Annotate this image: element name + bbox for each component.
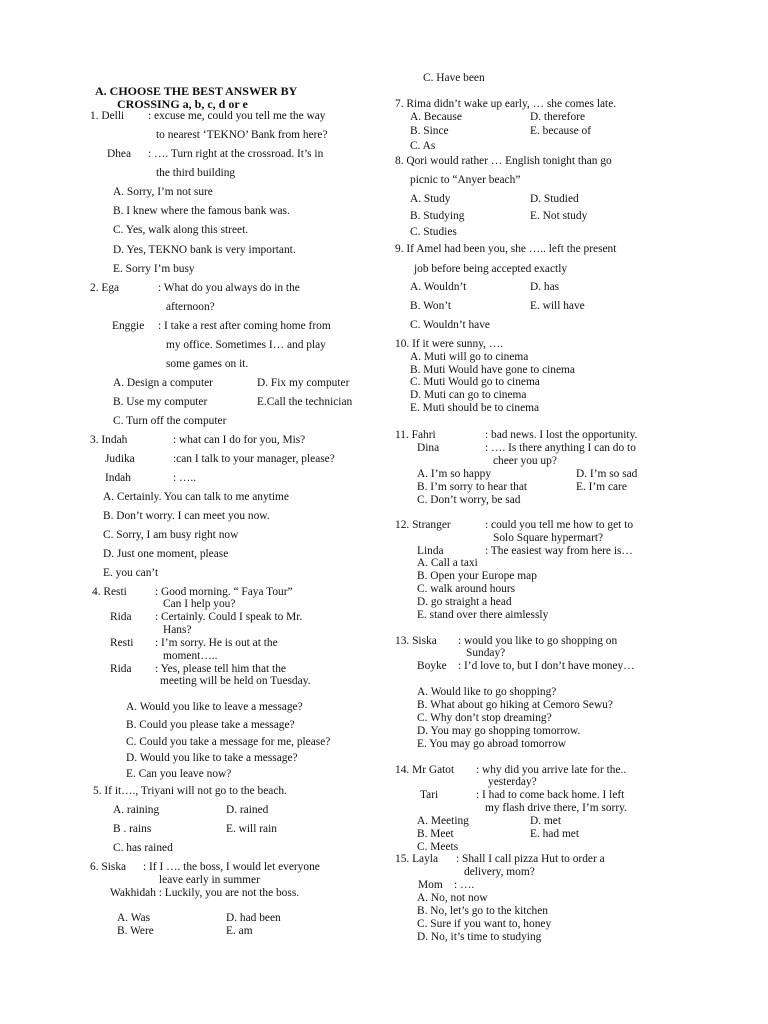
q8-option-b[interactable]: B. Studying bbox=[410, 210, 465, 222]
q14-line-cont: yesterday? bbox=[488, 776, 537, 788]
q13-option-d[interactable]: D. You may go shopping tomorrow. bbox=[417, 725, 581, 737]
q5-option-b[interactable]: B . rains bbox=[113, 823, 152, 835]
q13-option-c[interactable]: C. Why don’t stop dreaming? bbox=[417, 712, 552, 724]
q12-speaker-2: Linda bbox=[417, 545, 444, 557]
q6-option-d[interactable]: D. had been bbox=[226, 912, 281, 924]
q9-stem-cont: job before being accepted exactly bbox=[414, 263, 568, 275]
q8-option-e[interactable]: E. Not study bbox=[530, 210, 588, 222]
q13-line: : would you like to go shopping on bbox=[458, 635, 618, 647]
q13-speaker-2: Boyke bbox=[417, 660, 447, 672]
q5-option-c[interactable]: C. has rained bbox=[113, 842, 173, 854]
q2-option-e[interactable]: E.Call the technician bbox=[257, 396, 353, 408]
q2-option-a[interactable]: A. Design a computer bbox=[113, 377, 213, 389]
section-heading: A. CHOOSE THE BEST ANSWER BY bbox=[95, 84, 298, 98]
q5-option-e[interactable]: E. will rain bbox=[226, 823, 277, 835]
q15-speaker-2: Mom bbox=[418, 879, 443, 891]
q3-option-e[interactable]: E. you can’t bbox=[103, 567, 159, 579]
q13-line-cont: Sunday? bbox=[466, 647, 506, 659]
q9-option-c[interactable]: C. Wouldn’t have bbox=[410, 319, 490, 331]
q7-option-d[interactable]: D. therefore bbox=[530, 111, 586, 123]
q9-option-e[interactable]: E. will have bbox=[530, 300, 585, 312]
q11-option-a[interactable]: A. I’m so happy bbox=[417, 468, 492, 480]
q6-option-c[interactable]: C. Have been bbox=[423, 72, 485, 84]
q4-line-4-cont: meeting will be held on Tuesday. bbox=[160, 675, 311, 687]
q11-option-d[interactable]: D. I’m so sad bbox=[576, 468, 638, 480]
q11-speaker: 11. Fahri bbox=[395, 429, 436, 441]
q7-option-a[interactable]: A. Because bbox=[410, 111, 462, 123]
q9-option-a[interactable]: A. Wouldn’t bbox=[410, 281, 467, 293]
q11-line-2-cont: cheer you up? bbox=[493, 455, 557, 467]
q6-line-cont: leave early in summer bbox=[159, 874, 260, 886]
section-heading-cont: CROSSING a, b, c, d or e bbox=[117, 97, 248, 111]
q1-speaker: 1. Delli bbox=[90, 110, 125, 122]
q4-option-a[interactable]: A. Would you like to leave a message? bbox=[126, 701, 303, 713]
q15-speaker: 15. Layla bbox=[395, 853, 439, 865]
q3-speaker-2: Judika bbox=[105, 453, 135, 465]
q11-line-2: : …. Is there anything I can do to bbox=[485, 442, 636, 454]
q12-line: : could you tell me how to get to bbox=[485, 519, 634, 531]
q2-line-cont: afternoon? bbox=[166, 301, 215, 313]
q3-line-2: :can I talk to your manager, please? bbox=[173, 453, 335, 465]
q10-option-b[interactable]: B. Muti Would have gone to cinema bbox=[410, 364, 575, 376]
q3-option-b[interactable]: B. Don’t worry. I can meet you now. bbox=[103, 510, 270, 522]
q14-line-2: : I had to come back home. I left bbox=[476, 789, 625, 801]
q1-option-e[interactable]: E. Sorry I’m busy bbox=[113, 263, 195, 275]
q13-line-2: : I’d love to, but I don’t have money… bbox=[458, 660, 635, 672]
q5-option-a[interactable]: A. raining bbox=[113, 804, 160, 816]
q10-option-a[interactable]: A. Muti will go to cinema bbox=[410, 351, 529, 363]
q6-line-2: Wakhidah : Luckily, you are not the boss. bbox=[110, 887, 300, 899]
q11-speaker-2: Dina bbox=[417, 442, 440, 454]
q3-option-a[interactable]: A. Certainly. You can talk to me anytime bbox=[103, 491, 289, 503]
q3-speaker-3: Indah bbox=[105, 472, 131, 484]
q1-option-a[interactable]: A. Sorry, I’m not sure bbox=[113, 186, 213, 198]
q7-option-e[interactable]: E. because of bbox=[530, 125, 592, 137]
q3-option-d[interactable]: D. Just one moment, please bbox=[103, 548, 229, 560]
q14-option-a[interactable]: A. Meeting bbox=[417, 815, 469, 827]
q6-option-b[interactable]: B. Were bbox=[117, 925, 154, 937]
q14-line-2-cont: my flash drive there, I’m sorry. bbox=[485, 802, 627, 814]
q2-speaker-2: Enggie bbox=[112, 320, 145, 332]
q12-option-b[interactable]: B. Open your Europe map bbox=[417, 570, 537, 582]
q13-option-b[interactable]: B. What about go hiking at Cemoro Sewu? bbox=[417, 699, 613, 711]
q12-option-e[interactable]: E. stand over there aimlessly bbox=[417, 609, 549, 621]
q4-speaker-2: Rida bbox=[110, 611, 132, 623]
q3-line-3: : ….. bbox=[173, 472, 197, 484]
q9-option-d[interactable]: D. has bbox=[530, 281, 560, 293]
q3-option-c[interactable]: C. Sorry, I am busy right now bbox=[103, 529, 239, 541]
q7-stem: 7. Rima didn’t wake up early, … she comes late. bbox=[395, 98, 617, 110]
q12-speaker: 12. Stranger bbox=[395, 519, 451, 531]
q4-line-3-cont: moment….. bbox=[163, 650, 218, 662]
q2-line-2-cont: my office. Sometimes I… and play bbox=[166, 339, 326, 351]
q11-line: : bad news. I lost the opportunity. bbox=[485, 429, 638, 441]
q4-line-2: : Certainly. Could I speak to Mr. bbox=[155, 611, 303, 623]
q1-speaker-2: Dhea bbox=[107, 148, 132, 160]
q14-option-c[interactable]: C. Meets bbox=[417, 841, 459, 853]
q4-line-2-cont: Hans? bbox=[163, 624, 192, 636]
q12-option-c[interactable]: C. walk around hours bbox=[417, 583, 516, 595]
q2-option-c[interactable]: C. Turn off the computer bbox=[113, 415, 227, 427]
q15-line-cont: delivery, mom? bbox=[464, 866, 535, 878]
q4-option-b[interactable]: B. Could you please take a message? bbox=[126, 719, 295, 731]
q4-option-e[interactable]: E. Can you leave now? bbox=[126, 768, 232, 780]
q2-speaker: 2. Ega bbox=[90, 282, 120, 294]
q5-option-d[interactable]: D. rained bbox=[226, 804, 269, 816]
q11-option-c[interactable]: C. Don’t worry, be sad bbox=[417, 494, 521, 506]
q12-line-2: : The easiest way from here is… bbox=[485, 545, 633, 557]
q2-option-b[interactable]: B. Use my computer bbox=[113, 396, 208, 408]
q12-option-a[interactable]: A. Call a taxi bbox=[417, 557, 478, 569]
q7-option-c[interactable]: C. As bbox=[410, 140, 436, 152]
q6-option-e[interactable]: E. am bbox=[226, 925, 253, 937]
q10-option-e[interactable]: E. Muti should be to cinema bbox=[410, 402, 540, 414]
q4-speaker-3: Resti bbox=[110, 637, 134, 649]
q14-speaker: 14. Mr Gatot bbox=[395, 764, 455, 776]
q12-option-d[interactable]: D. go straight a head bbox=[417, 596, 512, 608]
q8-option-c[interactable]: C. Studies bbox=[410, 226, 457, 238]
q10-option-d[interactable]: D. Muti can go to cinema bbox=[410, 389, 527, 401]
q2-line-2-cont-2: some games on it. bbox=[166, 358, 249, 370]
q2-line-2: : I take a rest after coming home from bbox=[158, 320, 331, 332]
q14-option-b[interactable]: B. Meet bbox=[417, 828, 454, 840]
q1-option-c[interactable]: C. Yes, walk along this street. bbox=[113, 224, 249, 236]
q11-option-e[interactable]: E. I’m care bbox=[576, 481, 627, 493]
q6-option-a[interactable]: A. Was bbox=[117, 912, 151, 924]
q11-option-b[interactable]: B. I’m sorry to hear that bbox=[417, 481, 528, 493]
q15-option-c[interactable]: C. Sure if you want to, honey bbox=[417, 918, 552, 930]
q9-stem: 9. If Amel had been you, she ….. left the present bbox=[395, 243, 617, 255]
q2-option-d[interactable]: D. Fix my computer bbox=[257, 377, 350, 389]
q4-option-d[interactable]: D. Would you like to take a message? bbox=[126, 752, 298, 764]
q9-option-b[interactable]: B. Won’t bbox=[410, 300, 452, 312]
q2-line: : What do you always do in the bbox=[158, 282, 300, 294]
q12-line-cont: Solo Square hypermart? bbox=[493, 532, 604, 544]
q15-line: : Shall I call pizza Hut to order a bbox=[456, 853, 605, 865]
q5-stem: 5. If it…., Triyani will not go to the beach. bbox=[93, 785, 287, 797]
q3-speaker: 3. Indah bbox=[90, 434, 128, 446]
q8-option-a[interactable]: A. Study bbox=[410, 193, 451, 205]
q4-speaker: 4. Resti bbox=[92, 586, 127, 598]
q15-option-a[interactable]: A. No, not now bbox=[417, 892, 488, 904]
q4-line-cont: Can I help you? bbox=[163, 598, 236, 610]
q15-line-2: : …. bbox=[454, 879, 475, 891]
q13-option-e[interactable]: E. You may go abroad tomorrow bbox=[417, 738, 567, 750]
q8-stem-cont: picnic to “Anyer beach” bbox=[410, 174, 521, 186]
q13-speaker: 13. Siska bbox=[395, 635, 437, 647]
q14-speaker-2: Tari bbox=[420, 789, 439, 801]
q1-line-cont: to nearest ‘TEKNO’ Bank from here? bbox=[156, 129, 328, 141]
q6-speaker: 6. Siska bbox=[90, 861, 127, 873]
q1-line-2: : …. Turn right at the crossroad. It’s in bbox=[148, 148, 324, 160]
q7-option-b[interactable]: B. Since bbox=[410, 125, 449, 137]
q8-option-d[interactable]: D. Studied bbox=[530, 193, 579, 205]
q14-line: : why did you arrive late for the.. bbox=[476, 764, 627, 776]
q10-stem: 10. If it were sunny, …. bbox=[395, 338, 504, 350]
q4-line-4: : Yes, please tell him that the bbox=[155, 663, 286, 675]
q3-line: : what can I do for you, Mis? bbox=[173, 434, 306, 446]
q1-line-2-cont: the third building bbox=[156, 167, 236, 179]
q1-line: : excuse me, could you tell me the way bbox=[148, 110, 326, 122]
q15-option-d[interactable]: D. No, it’s time to studying bbox=[417, 931, 542, 943]
q4-line: : Good morning. “ Faya Tour” bbox=[155, 586, 293, 598]
q1-option-d[interactable]: D. Yes, TEKNO bank is very important. bbox=[113, 244, 296, 256]
q8-stem: 8. Qori would rather … English tonight than go bbox=[395, 155, 612, 167]
q14-option-e[interactable]: E. had met bbox=[530, 828, 580, 840]
q4-line-3: : I’m sorry. He is out at the bbox=[155, 637, 278, 649]
q4-speaker-4: Rida bbox=[110, 663, 132, 675]
q13-option-a[interactable]: A. Would like to go shopping? bbox=[417, 686, 557, 698]
q6-line: : If I …. the boss, I would let everyone bbox=[143, 861, 320, 873]
q4-option-c[interactable]: C. Could you take a message for me, please? bbox=[126, 736, 331, 748]
q14-option-d[interactable]: D. met bbox=[530, 815, 562, 827]
q15-option-b[interactable]: B. No, let’s go to the kitchen bbox=[417, 905, 548, 917]
q10-option-c[interactable]: C. Muti Would go to cinema bbox=[410, 376, 540, 388]
q1-option-b[interactable]: B. I knew where the famous bank was. bbox=[113, 205, 290, 217]
